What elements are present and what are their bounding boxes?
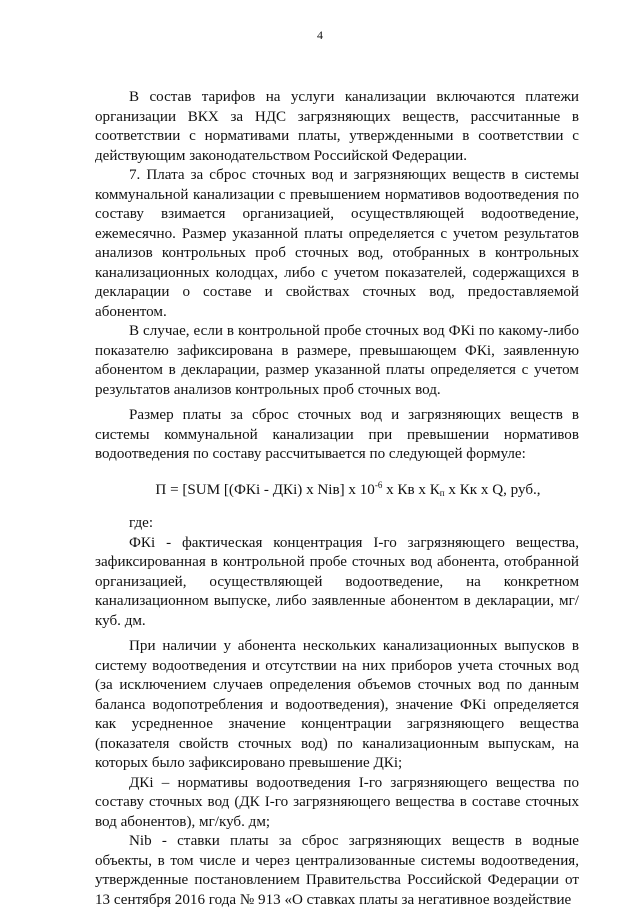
formula — [95, 481, 579, 501]
paragraph-item-7: 7. Плата за сброс сточных вод и загрязняющих веществ в системы коммунальной канализации с превышением нормативов водоотведения по составу взимается организацией, осуществляющей водоотведение, ежемесячно. Размер указанной платы определяется с учетом результатов анализов контрольных проб сточных вод, отобранных в контрольных канализационных колодцах, либо с учетом показателей, содержащихся в декларации о составе и свойствах сточных вод, предоставляемой абонентом. — [95, 167, 579, 320]
document-body — [95, 88, 579, 910]
paragraph-multiple-outlets: При наличии у абонента нескольких канализационных выпусков в систему водоотведения и отсутствии на них приборов учета сточных вод (за исключением случаев определения объемов сточных вод по данным баланса водопотребления и водоотведения), значение ФКi определяется как усредненное значение концентрации загрязняющего вещества (показателя свойств сточных вод) по канализационным выпускам, на которых было зафиксировано превышение ДКi; — [95, 638, 579, 771]
definition-dki: ДКi – нормативы водоотведения I-го загрязняющего вещества по составу сточных вод (ДК I-го загрязняющего вещества в составе сточных вод абонентов), мг/куб. дм; — [95, 774, 579, 830]
page-number: 4 — [317, 28, 323, 42]
formula-part-1: П = [SUM [(ФКi - ДКi) х Niв] х 10 — [155, 481, 375, 498]
definition-nib: Nib - ставки платы за сброс загрязняющих веществ в водные объекты, в том числе и через централизованные системы водоотведения, утвержденные постановлением Правительства Российской Федерации от 13 сентября 2016 года № 913 «О ставках платы за негативное воздействие — [95, 833, 579, 908]
formula-part-3: х Кк х Q, руб., — [444, 481, 541, 498]
where-label: где: — [129, 515, 154, 531]
formula-exponent: -6 — [374, 479, 383, 490]
paragraph-formula-intro: Размер платы за сброс сточных вод и загрязняющих веществ в системы коммунальной канализации при превышении нормативов водоотведения по составу рассчитывается по следующей формуле: — [95, 407, 579, 462]
paragraph-tariffs: В состав тарифов на услуги канализации включаются платежи организации ВКХ за НДС загрязняющих веществ, рассчитанные в соответствии с нормативами платы, утвержденными в соответствии с действующим законодательством Российской Федерации. — [95, 89, 579, 164]
formula-subscript: п — [439, 487, 445, 498]
paragraph-control-sample: В случае, если в контрольной пробе сточных вод ФКi по какому-либо показателю зафиксирована в размере, превышающем ФКi, заявленную абонентом в декларации, размер указанной платы определяется с учетом результатов анализов контрольных проб сточных вод. — [95, 323, 579, 398]
formula-part-2: х Кв х К — [382, 481, 440, 498]
definition-fki: ФКi - фактическая концентрация I-го загрязняющего вещества, зафиксированная в контрольной пробе сточных вод абонента, отобранной организацией, осуществляющей водоотведение, на конкретном канализационном выпуске, либо заявленные абонентом в декларации, мг/куб. дм. — [95, 534, 579, 629]
